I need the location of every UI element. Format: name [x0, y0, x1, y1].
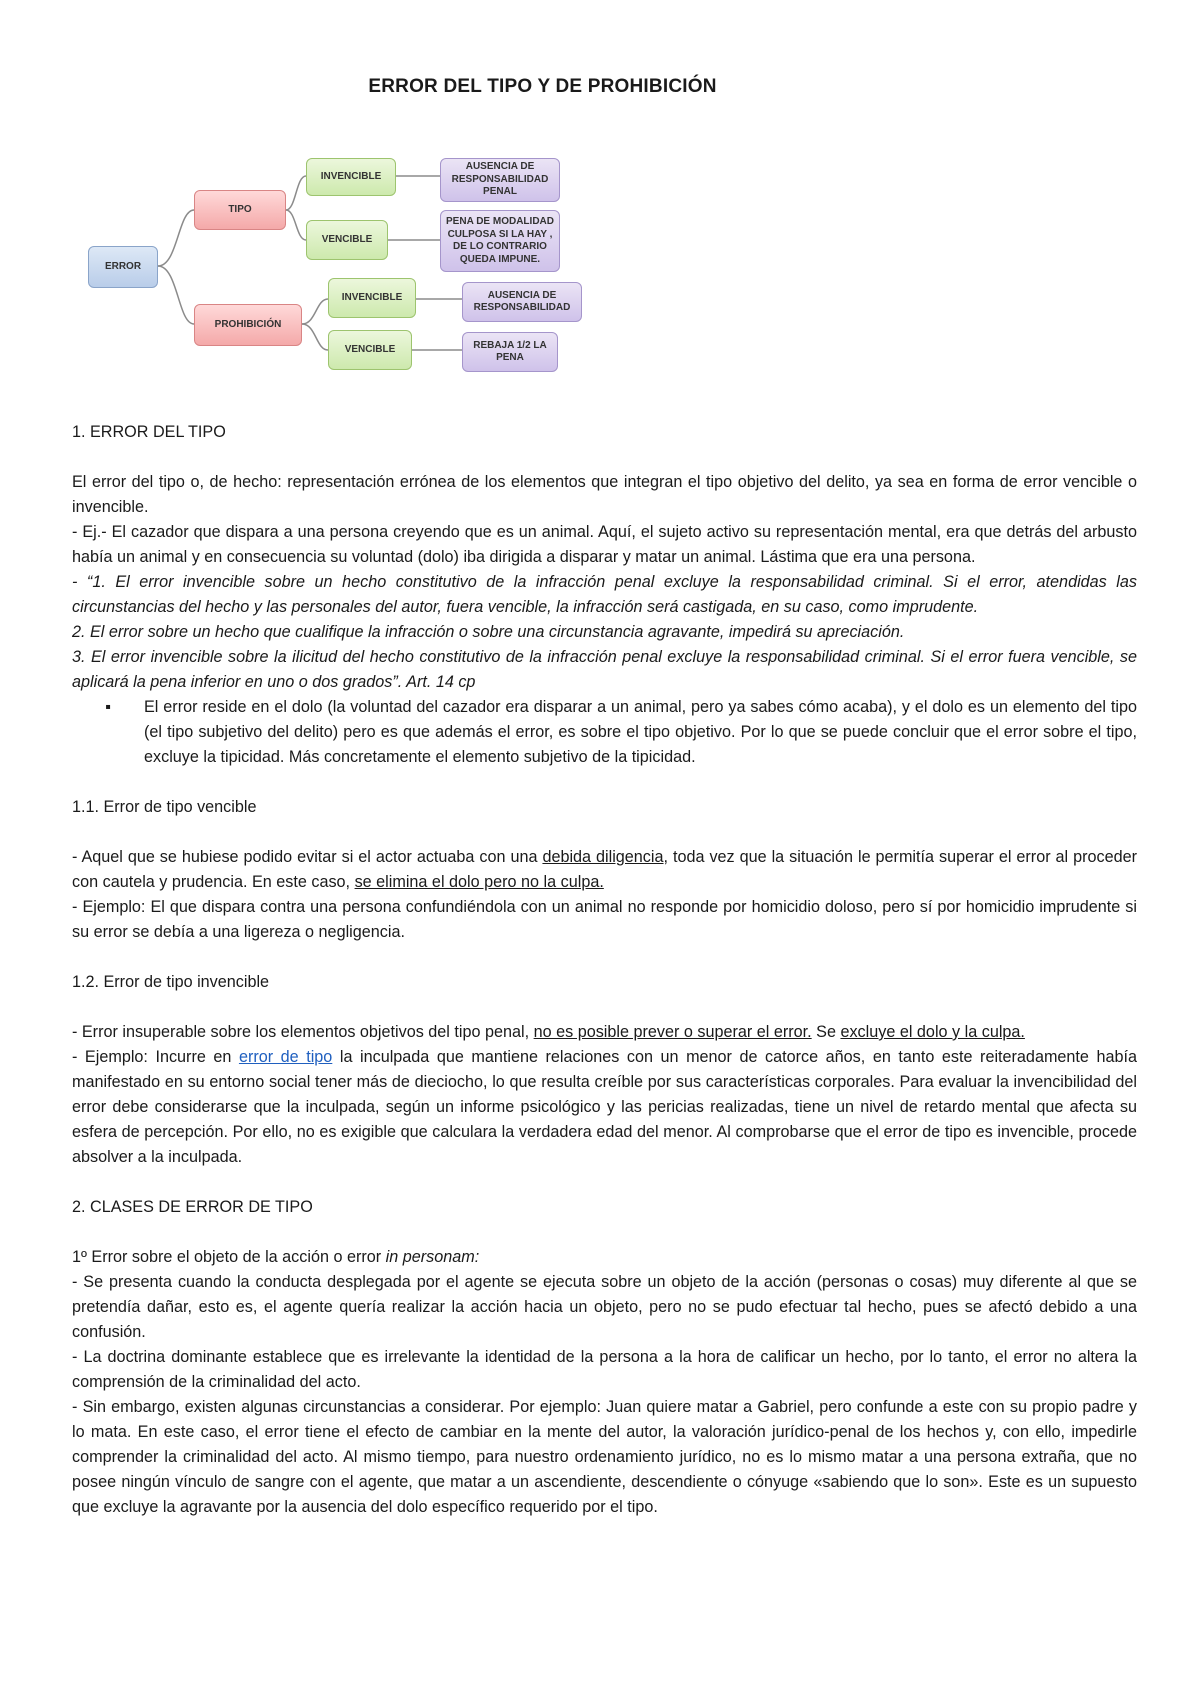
- bullet-item: [72, 695, 1137, 770]
- node-tipo-vencible: VENCIBLE: [306, 220, 388, 260]
- text-run: la inculpada que mantiene relaciones con un menor de catorce años, en tanto este reiteradamente había manifestado en su entorno social tener más de dieciocho, lo que resulta creíble por sus características corporales. Para evaluar la invencibilidad del error debe considerarse que la inculpada, según un informe psicológico y las pericias realizadas, tiene un nivel de retardo mental que afecta su esfera de percepción. Por ello, no es exigible que calculara la verdadera edad del menor. Al comprobarse que el error de tipo es invencible, procede absolver a la inculpada.: [72, 1048, 1137, 1166]
- paragraph-article-2: 2. El error sobre un hecho que cualifique la infracción o sobre una circunstancia agravante, impedirá su apreciación.: [72, 623, 905, 641]
- connector-tipo-vencible: [286, 210, 306, 240]
- text-run: - Ejemplo: Incurre en: [72, 1048, 239, 1066]
- section-heading-clases: 2. CLASES DE ERROR DE TIPO: [72, 1198, 313, 1216]
- bullet-text: El error reside en el dolo (la voluntad del cazador era disparar a un animal, pero ya sabes cómo acaba), y el dolo es un elemento del tipo (el tipo subjetivo del delito) pero es que además el error, es sobre el tipo objetivo. Por lo que se puede concluir que el error sobre el tipo, excluye la tipicidad. Más concretamente el elemento subjetivo de la tipicidad.: [144, 698, 1137, 766]
- error-concept-diagram: [88, 158, 648, 408]
- underlined-text: debida diligencia: [542, 848, 664, 866]
- text-run: - Aquel que se hubiese podido evitar si el actor actuaba con una: [72, 848, 543, 866]
- paragraph-clases-3: - Sin embargo, existen algunas circunstancias a considerar. Por ejemplo: Juan quiere matar a Gabriel, pero confunde a este con su propio padre y lo mata. En este caso, el error tiene el efecto de cambiar en la mente del autor, la valoración jurídico-penal de los hechos y, con ello, impedirle comprender la criminalidad del acto. Al mismo tiempo, para nuestro ordenamiento jurídico, no es lo mismo matar a una persona extraña, que no posee ningún vínculo de sangre con el agente, que matar a un ascendiente, descendiente o cónyuge «sabiendo que lo son». Este es un supuesto que excluye la agravante por la ausencia del dolo específico requerido por el tipo.: [72, 1398, 1137, 1516]
- error-de-tipo-link[interactable]: error de tipo: [238, 1048, 333, 1066]
- bullet-icon: ▪: [105, 698, 111, 716]
- paragraph-invencible-example: [72, 1045, 1137, 1170]
- connector-tipo-invencible: [286, 176, 306, 210]
- node-tipo: TIPO: [194, 190, 286, 230]
- node-prohibicion-invencible-result: AUSENCIA DE RESPONSABILIDAD: [462, 282, 582, 322]
- paragraph-article-1: - “1. El error invencible sobre un hecho constitutivo de la infracción penal excluye la responsabilidad criminal. Si el error, atendidas las circunstancias del hecho y las personales del autor, fuera vencible, la infracción será castigada, en su caso, como imprudente.: [72, 573, 1137, 616]
- paragraph-clases-1: - Se presenta cuando la conducta desplegada por el agente se ejecuta sobre un objeto de la acción (personas o cosas) muy diferente al que se pretendía dañar, esto es, el agente quería realizar la acción hacia un objeto, pero no se pudo efectuar tal hecho, pues se afectó debido a una confusión.: [72, 1273, 1137, 1341]
- paragraph-clases-2: - La doctrina dominante establece que es irrelevante la identidad de la persona a la hora de calificar un hecho, por lo tanto, el error no altera la comprensión de la criminalidad del acto.: [72, 1348, 1137, 1391]
- paragraph-definition: El error del tipo o, de hecho: representación errónea de los elementos que integran el tipo objetivo del delito, ya sea en forma de error vencible o invencible.: [72, 473, 1137, 516]
- subheading-error-objeto: [72, 1245, 1137, 1270]
- paragraph-article-3: 3. El error invencible sobre la ilicitud del hecho constitutivo de la infracción penal excluye la responsabilidad criminal. Si el error fuera vencible, se aplicará la pena inferior en uno o dos grados”. Art. 14 cp: [72, 648, 1137, 691]
- text-run: - Error insuperable sobre los elementos objetivos del tipo penal,: [72, 1023, 534, 1041]
- connector-error-tipo: [158, 210, 194, 266]
- underlined-text: se elimina el dolo pero no la culpa.: [354, 873, 604, 891]
- paragraph-example: - Ej.- El cazador que dispara a una persona creyendo que es un animal. Aquí, el sujeto activo su representación mental, era que detrás del arbusto había un animal y en consecuencia su voluntad (dolo) iba dirigida a disparar y matar un animal. Lástima que era una persona.: [72, 523, 1137, 566]
- node-prohibicion-vencible-result: REBAJA 1/2 LA PENA: [462, 332, 558, 372]
- node-prohibicion-invencible: INVENCIBLE: [328, 278, 416, 318]
- connector-prohibicion-invencible: [302, 299, 328, 324]
- text-run: Se: [811, 1023, 841, 1041]
- page-title: ERROR DEL TIPO Y DE PROHIBICIÓN: [368, 76, 717, 97]
- paragraph-vencible-definition: [72, 845, 1137, 895]
- section-heading-error-invencible: 1.2. Error de tipo invencible: [72, 973, 270, 991]
- section-heading-error-vencible: 1.1. Error de tipo vencible: [72, 798, 257, 816]
- paragraph-invencible-definition: [72, 1020, 1137, 1045]
- underlined-text: no es posible prever o superar el error.: [533, 1023, 812, 1041]
- section-heading-error-del-tipo: 1. ERROR DEL TIPO: [72, 423, 226, 441]
- node-prohibicion: PROHIBICIÓN: [194, 304, 302, 346]
- node-tipo-vencible-result: PENA DE MODALIDAD CULPOSA SI LA HAY , DE LO CONTRARIO QUEDA IMPUNE.: [440, 210, 560, 272]
- connector-error-prohibicion: [158, 266, 194, 324]
- text-run: 1º Error sobre el objeto de la acción o error: [72, 1248, 386, 1266]
- connector-prohibicion-vencible: [302, 324, 328, 350]
- underlined-text: excluye el dolo y la culpa.: [840, 1023, 1025, 1041]
- node-prohibicion-vencible: VENCIBLE: [328, 330, 412, 370]
- node-tipo-invencible: INVENCIBLE: [306, 158, 396, 196]
- document-body: [72, 420, 1137, 1520]
- node-error: ERROR: [88, 246, 158, 288]
- italic-text: in personam:: [385, 1248, 480, 1266]
- node-tipo-invencible-result: AUSENCIA DE RESPONSABILIDAD PENAL: [440, 158, 560, 202]
- text-run: , toda vez que la situación le permitía superar el error al proceder con cautela y prudencia. En este caso,: [72, 848, 1137, 891]
- paragraph-vencible-example: - Ejemplo: El que dispara contra una persona confundiéndola con un animal no responde por homicidio doloso, pero sí por homicidio imprudente si su error se debía a una ligereza o negligencia.: [72, 898, 1137, 941]
